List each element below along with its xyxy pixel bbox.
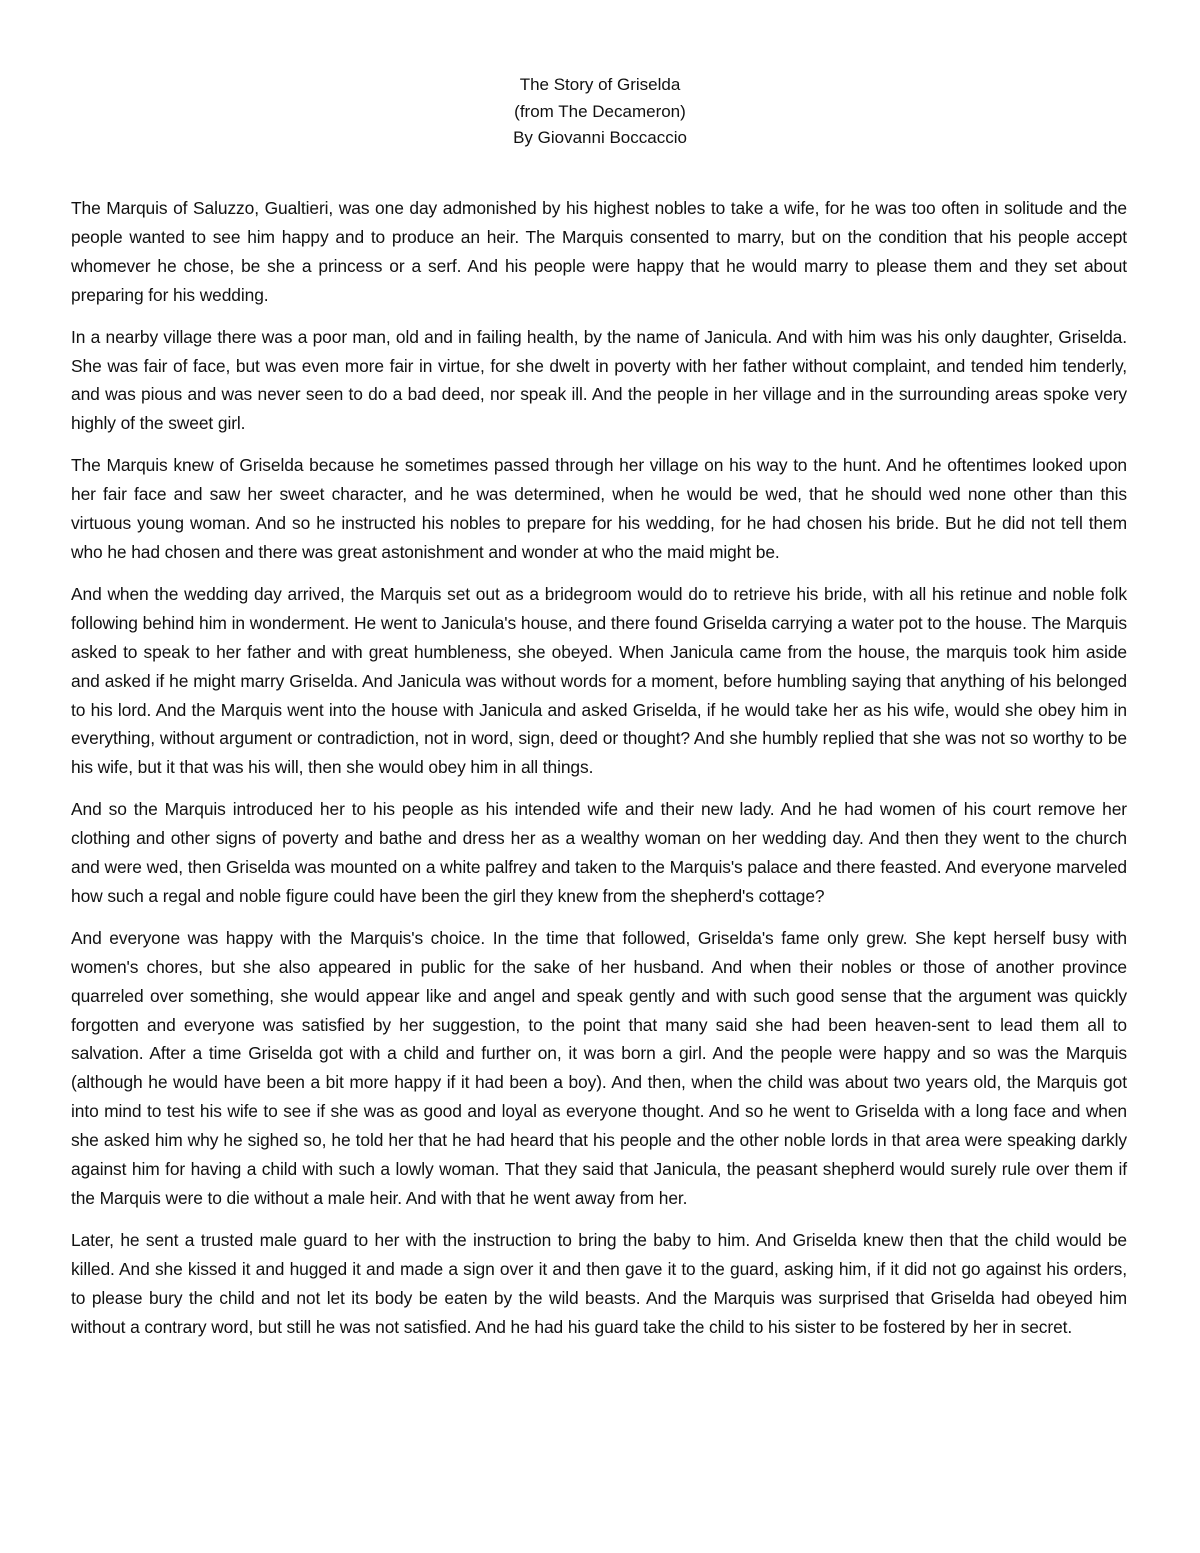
paragraph: And so the Marquis introduced her to his people as his intended wife and their new lady. And he had women of his court remove her clothing and other signs of poverty and bathe and dress her as a wealthy woman on her wedding day. And then they went to the church and were wed, then Griselda was mounted on a white palfrey and taken to the Marquis's palace and there feasted. And everyone marveled how such a regal and noble figure could have been the girl they knew from the shepherd's cottage? bbox=[71, 799, 1127, 906]
paragraph: In a nearby village there was a poor man, old and in failing health, by the name of Janicula. And with him was his only daughter, Griselda. She was fair of face, but was even more fair in virtue, for she dwelt in poverty with her father without complaint, and tended him tenderly, and was pious and was never seen to do a bad deed, nor speak ill. And the people in her village and in the surrounding areas spoke very highly of the sweet girl. bbox=[71, 326, 1127, 434]
document-title: The Story of Griselda bbox=[519, 75, 681, 94]
document-body bbox=[71, 194, 1127, 1355]
document-source: (from The Decameron) bbox=[514, 101, 686, 121]
document-header bbox=[0, 72, 1200, 152]
paragraph: And everyone was happy with the Marquis's choice. In the time that followed, Griselda's fame only grew. She kept herself busy with women's chores, but she also appeared in public for the sake of her husband. And when their nobles or those of another province quarreled over something, she would appear like and angel and speak gently and with such good sense that the argument was quickly forgotten and everyone was satisfied by her suggestion, to the point that many said she had been heaven-sent to lead them all to salvation. After a time Griselda got with a child and further on, it was born a girl. And the people were happy and so was the Marquis (although he would have been a bit more happy if it had been a boy). And then, when the child was about two years old, the Marquis got into mind to test his wife to see if she was as good and loyal as everyone thought. And so he went to Griselda with a long face and when she asked him why he sighed so, he told her that he had heard that his people and the other noble lords in that area were speaking darkly against him for having a child with such a lowly woman. That they said that Janicula, the peasant shepherd would surely rule over them if the Marquis were to die without a male heir. And with that he went away from her. bbox=[71, 927, 1127, 1208]
paragraph: Later, he sent a trusted male guard to her with the instruction to bring the baby to him. And Griselda knew then that the child would be killed. And she kissed it and hugged it and made a sign over it and then gave it to the guard, asking him, if it did not go against his orders, to please bury the child and not let its body be eaten by the wild beasts. And the Marquis was surprised that Griselda had obeyed him without a contrary word, but still he was not satisfied. And he had his guard take the child to his sister to be fostered by her in secret. bbox=[71, 1229, 1127, 1337]
paragraph: The Marquis of Saluzzo, Gualtieri, was one day admonished by his highest nobles to take a wife, for he was too often in solitude and the people wanted to see him happy and to produce an heir. The Marquis consented to marry, but on the condition that his people accept whomever he chose, be she a princess or a serf. And his people were happy that he would marry to please them and they set about preparing for his wedding. bbox=[71, 198, 1127, 305]
document-author: By Giovanni Boccaccio bbox=[513, 128, 687, 147]
paragraph: And when the wedding day arrived, the Marquis set out as a bridegroom would do to retrieve his bride, with all his retinue and noble folk following behind him in wonderment. He went to Janicula's house, and there found Griselda carrying a water pot to the house. The Marquis asked to speak to her father and with great humbleness, she obeyed. When Janicula came from the house, the marquis took him aside and asked if he might marry Griselda. And Janicula was without words for a moment, before humbling saying that anything of his belonged to his lord. And the Marquis went into the house with Janicula and asked Griselda, if he would take her as his wife, would she obey him in everything, without argument or contradiction, not in word, sign, deed or thought? And she humbly replied that she was not so worthy to be his wife, but it that was his will, then she would obey him in all things. bbox=[71, 583, 1127, 778]
paragraph: The Marquis knew of Griselda because he sometimes passed through her village on his way to the hunt. And he oftentimes looked upon her fair face and saw her sweet character, and he was determined, when he would be wed, that he should wed none other than this virtuous young woman. And so he instructed his nobles to prepare for his wedding, for he had chosen his bride. But he did not tell them who he had chosen and there was great astonishment and wonder at who the maid might be. bbox=[71, 455, 1127, 562]
